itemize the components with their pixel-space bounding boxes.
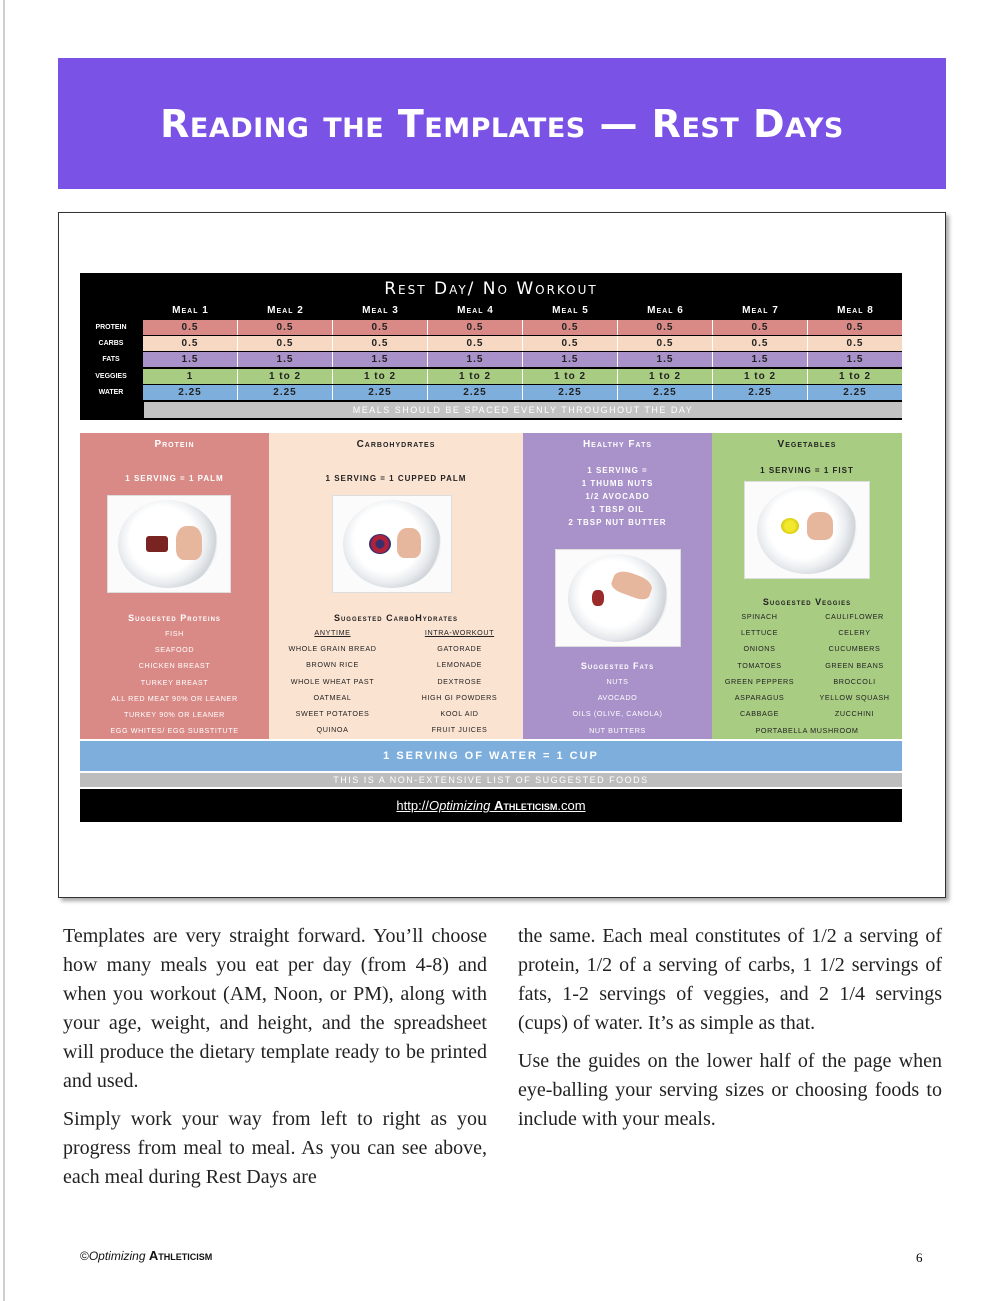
protein-item: SEAFOOD	[154, 645, 195, 655]
table-cell: 0.5	[618, 320, 713, 335]
paragraph: Simply work your way from left to right as you progress from meal to meal. As you can see above, each meal during Rest Days are	[63, 1108, 487, 1188]
carb-item-anytime: BROWN RICE	[306, 660, 359, 670]
table-cell: 2.25	[333, 385, 428, 400]
table-cell: 1.5	[618, 352, 713, 367]
table-cell: 1 to 2	[428, 369, 523, 384]
fat-item: AVOCADO	[597, 693, 638, 703]
meal-header: Meal 1	[172, 305, 209, 316]
table-cell: 2.25	[713, 385, 808, 400]
table-cell: 0.5	[143, 336, 238, 351]
protein-item: ALL RED MEAT 90% OR LEANER	[111, 693, 238, 703]
protein-panel	[80, 433, 269, 739]
protein-plate-photo	[107, 495, 231, 593]
fats-serving-line: 1/2 AVOCADO	[585, 492, 650, 501]
protein-item: EGG WHITES/ EGG SUBSTITUTE	[110, 726, 239, 736]
row-label: FATS	[102, 356, 120, 364]
carbs-anytime-label: ANYTIME	[314, 628, 351, 637]
veggie-item: ONIONS	[743, 644, 776, 654]
carbs-heading: Carbohydrates	[356, 439, 436, 450]
carb-item-anytime: SWEET POTATOES	[295, 709, 370, 719]
table-cell: 2.25	[143, 385, 238, 400]
protein-serving: 1 SERVING = 1 PALM	[125, 474, 224, 483]
veggie-item-last: PORTABELLA MUSHROOM	[755, 726, 859, 735]
carb-item-intra: GATORADE	[437, 644, 482, 654]
carb-item-anytime: WHOLE WHEAT PAST	[290, 676, 375, 686]
table-cell: 0.5	[143, 320, 238, 335]
table-cell: 0.5	[238, 336, 333, 351]
title-banner	[58, 58, 946, 189]
fats-heading: Healthy Fats	[582, 439, 653, 450]
veggie-item: CAULIFLOWER	[825, 612, 884, 621]
fat-item: NUTS	[606, 677, 629, 686]
fats-serving-line: 1 THUMB NUTS	[581, 479, 654, 488]
row-label: CARBS	[98, 340, 124, 348]
carb-item-intra: HIGH GI POWDERS	[421, 692, 498, 702]
template-figure	[58, 212, 946, 898]
table-cell: 1	[143, 369, 238, 384]
veggies-plate-photo	[744, 481, 870, 579]
url-suffix: .com	[557, 798, 586, 813]
meal-table	[80, 273, 902, 420]
fats-serving	[523, 464, 712, 529]
table-cell: 1 to 2	[808, 369, 903, 384]
paragraph: Templates are very straight forward. You’ll choose how many meals you eat per day (from 4-8) and when you workout (AM, Noon, or PM), along with your age, weight, and height, and the spreadsheet will produce the dietary template ready to be printed and used.	[63, 925, 487, 1092]
fats-serving-line: 2 TBSP NUT BUTTER	[568, 518, 667, 527]
protein-suggested-heading: Suggested Proteins	[128, 613, 221, 623]
page-edge	[3, 0, 5, 1301]
protein-item: TURKEY 90% OR LEANER	[124, 710, 225, 720]
spacing-note: MEALS SHOULD BE SPACED EVENLY THROUGHOUT THE DAY	[144, 402, 902, 418]
veggie-item: CABBAGE	[740, 709, 779, 719]
veggie-item: ASPARAGUS	[734, 693, 785, 703]
veggies-heading: Vegetables	[777, 439, 837, 450]
carbs-intra-label: INTRA-WORKOUT	[424, 628, 495, 637]
carb-item-anytime: WHOLE GRAIN BREAD	[288, 644, 377, 654]
table-cell: 1.5	[428, 352, 523, 367]
table-cell: 1.5	[143, 352, 238, 367]
veggie-item: TOMATOES	[737, 660, 782, 670]
protein-item: TURKEY BREAST	[140, 677, 209, 687]
fats-suggested-heading: Suggested Fats	[580, 661, 655, 671]
paragraph: the same. Each meal constitutes of 1/2 a serving of protein, 1/2 of a serving of carbs, 1 1/2 servings of fats, 1-2 servings of veggies, and 2 1/4 servings (cups) of water. It’s as simple as that.	[518, 925, 942, 1034]
table-cell: 0.5	[713, 336, 808, 351]
veggie-item: CUCUMBERS	[828, 644, 881, 654]
table-cell: 0.5	[428, 320, 523, 335]
row-label: VEGGIES	[95, 372, 127, 380]
meal-header: Meal 7	[742, 305, 779, 316]
table-cell: 1 to 2	[238, 369, 333, 384]
veggie-item: BROCCOLI	[833, 676, 876, 686]
table-cell: 0.5	[333, 320, 428, 335]
veggie-item: CELERY	[838, 628, 871, 638]
carbs-panel	[269, 433, 523, 739]
url-prefix: http://	[396, 798, 429, 813]
meal-header: Meal 6	[647, 305, 684, 316]
table-cell: 1 to 2	[618, 369, 713, 384]
footer-optimizing: Optimizing	[88, 1249, 146, 1263]
fats-plate-photo	[555, 549, 681, 647]
page-number: 6	[916, 1250, 923, 1265]
carb-item-anytime: OATMEAL	[313, 692, 352, 702]
veggies-panel	[712, 433, 902, 739]
veggie-item: GREEN PEPPERS	[724, 676, 795, 686]
body-column-right	[518, 922, 942, 1143]
paragraph: Use the guides on the lower half of the page when eye-balling your serving sizes or choosing foods to include with your meals.	[518, 1050, 942, 1130]
table-cell: 1 to 2	[333, 369, 428, 384]
rest-day-template	[80, 273, 902, 822]
protein-heading: Protein	[154, 439, 195, 450]
fats-panel	[523, 433, 712, 739]
table-cell: 1 to 2	[523, 369, 618, 384]
fat-item: OILS (OLIVE, CANOLA)	[572, 709, 663, 719]
veggies-suggested-heading: Suggested Veggies	[762, 597, 852, 607]
table-cell: 0.5	[808, 336, 903, 351]
site-url-bar	[80, 789, 902, 822]
list-note: THIS IS A NON-EXTENSIVE LIST OF SUGGESTED FOODS	[80, 773, 902, 787]
meal-header: Meal 8	[837, 305, 874, 316]
table-cell: 0.5	[713, 320, 808, 335]
carb-item-intra: FRUIT JUICES	[431, 725, 488, 735]
fats-serving-line: 1 TBSP OIL	[590, 505, 645, 514]
row-label: WATER	[98, 388, 124, 396]
carb-item-intra: LEMONADE	[436, 660, 483, 670]
table-cell: 0.5	[523, 320, 618, 335]
table-cell: 0.5	[333, 336, 428, 351]
table-cell: 1.5	[333, 352, 428, 367]
copyright-symbol: ©	[80, 1249, 89, 1263]
veggie-item: LETTUCE	[741, 628, 778, 638]
fats-serving-line: 1 SERVING =	[587, 466, 648, 475]
meal-header: Meal 4	[457, 305, 494, 316]
table-cell: 0.5	[523, 336, 618, 351]
table-cell: 1.5	[808, 352, 903, 367]
meal-header: Meal 3	[362, 305, 399, 316]
table-cell: 0.5	[238, 320, 333, 335]
site-url-link[interactable]	[396, 798, 585, 813]
carb-item-intra: DEXTROSE	[437, 676, 482, 686]
meal-header: Meal 5	[552, 305, 589, 316]
veggie-item: YELLOW SQUASH	[819, 693, 890, 703]
protein-item: CHICKEN BREAST	[138, 661, 211, 671]
table-cell: 1.5	[523, 352, 618, 367]
table-cell: 1.5	[713, 352, 808, 367]
url-optimizing: Optimizing	[428, 798, 491, 813]
table-cell: 2.25	[428, 385, 523, 400]
meal-header: Meal 2	[267, 305, 304, 316]
table-cell: 2.25	[523, 385, 618, 400]
veggie-item: ZUCCHINI	[834, 709, 875, 719]
table-cell: 2.25	[808, 385, 903, 400]
carb-item-intra: KOOL AID	[440, 709, 479, 719]
veggie-item: SPINACH	[741, 612, 778, 621]
url-athleticism: Athleticism	[494, 798, 558, 813]
page-title: Reading the Templates — Rest Days	[160, 101, 844, 146]
carbs-serving: 1 SERVING = 1 CUPPED PALM	[325, 474, 467, 483]
protein-item: FISH	[165, 629, 184, 638]
carbs-plate-photo	[332, 495, 452, 593]
table-cell: 0.5	[428, 336, 523, 351]
table-cell: 1.5	[238, 352, 333, 367]
water-note: 1 SERVING OF WATER = 1 CUP	[80, 741, 902, 771]
carb-item-anytime: QUINOA	[316, 725, 349, 735]
table-cell: 0.5	[618, 336, 713, 351]
table-cell: 2.25	[618, 385, 713, 400]
row-label: PROTEIN	[95, 324, 127, 331]
table-cell: 1 to 2	[713, 369, 808, 384]
footer-athleticism: Athleticism	[148, 1248, 213, 1263]
template-title: Rest Day/ No Workout	[384, 279, 598, 299]
footer-logo	[80, 1248, 212, 1263]
table-cell: 0.5	[808, 320, 903, 335]
body-column-left	[63, 922, 487, 1201]
carbs-suggested-heading: Suggested CarboHydrates	[333, 613, 459, 623]
table-cell: 2.25	[238, 385, 333, 400]
veggies-serving: 1 SERVING = 1 FIST	[760, 466, 854, 475]
fat-item: NUT BUTTERS	[589, 725, 646, 735]
veggie-item: GREEN BEANS	[825, 660, 884, 670]
